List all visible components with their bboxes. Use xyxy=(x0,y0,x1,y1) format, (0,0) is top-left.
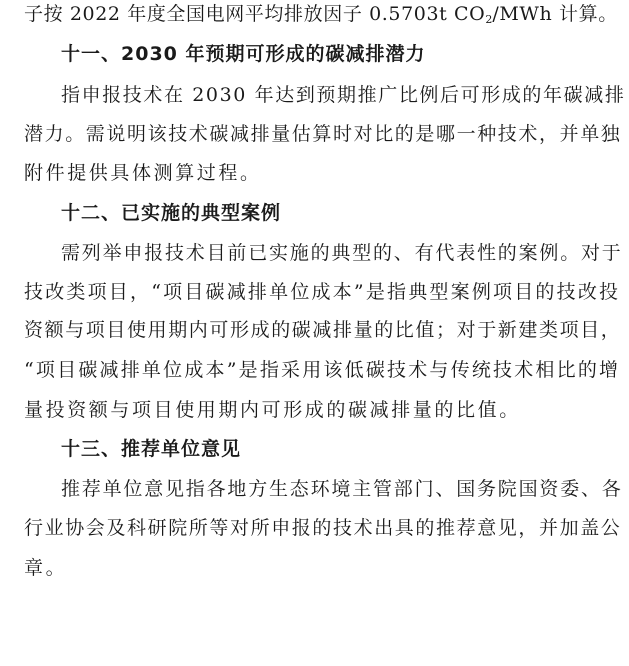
text-run: 子按 2022 年度全国电网平均排放因子 0.5703t CO xyxy=(24,3,486,25)
paragraph-line: 章。 xyxy=(24,557,68,579)
paragraph-line: 行业协会及科研院所等对所申报的技术出具的推荐意见，并加盖公 xyxy=(24,517,622,539)
paragraph-line: 推荐单位意见指各地方生态环境主管部门、国务院国资委、各 xyxy=(61,478,623,500)
subscript: 2 xyxy=(485,13,493,26)
paragraph-line: 资额与项目使用期内可形成的碳减排量的比值；对于新建类项目， xyxy=(24,319,622,341)
paragraph-line: 附件提供具体测算过程。 xyxy=(24,162,262,184)
paragraph-line: 需列举申报技术目前已实施的典型的、有代表性的案例。对于 xyxy=(61,242,623,264)
section-heading-11: 十一、2030 年预期可形成的碳减排潜力 xyxy=(61,43,426,65)
section-heading-13: 十三、推荐单位意见 xyxy=(61,438,242,460)
paragraph-line: 技改类项目，“项目碳减排单位成本”是指典型案例项目的技改投 xyxy=(24,281,621,303)
paragraph-line: 量投资额与项目使用期内可形成的碳减排量的比值。 xyxy=(24,399,521,421)
paragraph-line xyxy=(24,2,618,32)
text-run: /MWh 计算。 xyxy=(492,3,618,25)
paragraph-line: 指申报技术在 2030 年达到预期推广比例后可形成的年碳减排 xyxy=(61,84,626,106)
paragraph-line: “项目碳减排单位成本”是指采用该低碳技术与传统技术相比的增 xyxy=(24,359,621,381)
section-heading-12: 十二、已实施的典型案例 xyxy=(61,202,282,224)
paragraph-line: 潜力。需说明该技术碳减排量估算时对比的是哪一种技术，并单独 xyxy=(24,123,622,145)
